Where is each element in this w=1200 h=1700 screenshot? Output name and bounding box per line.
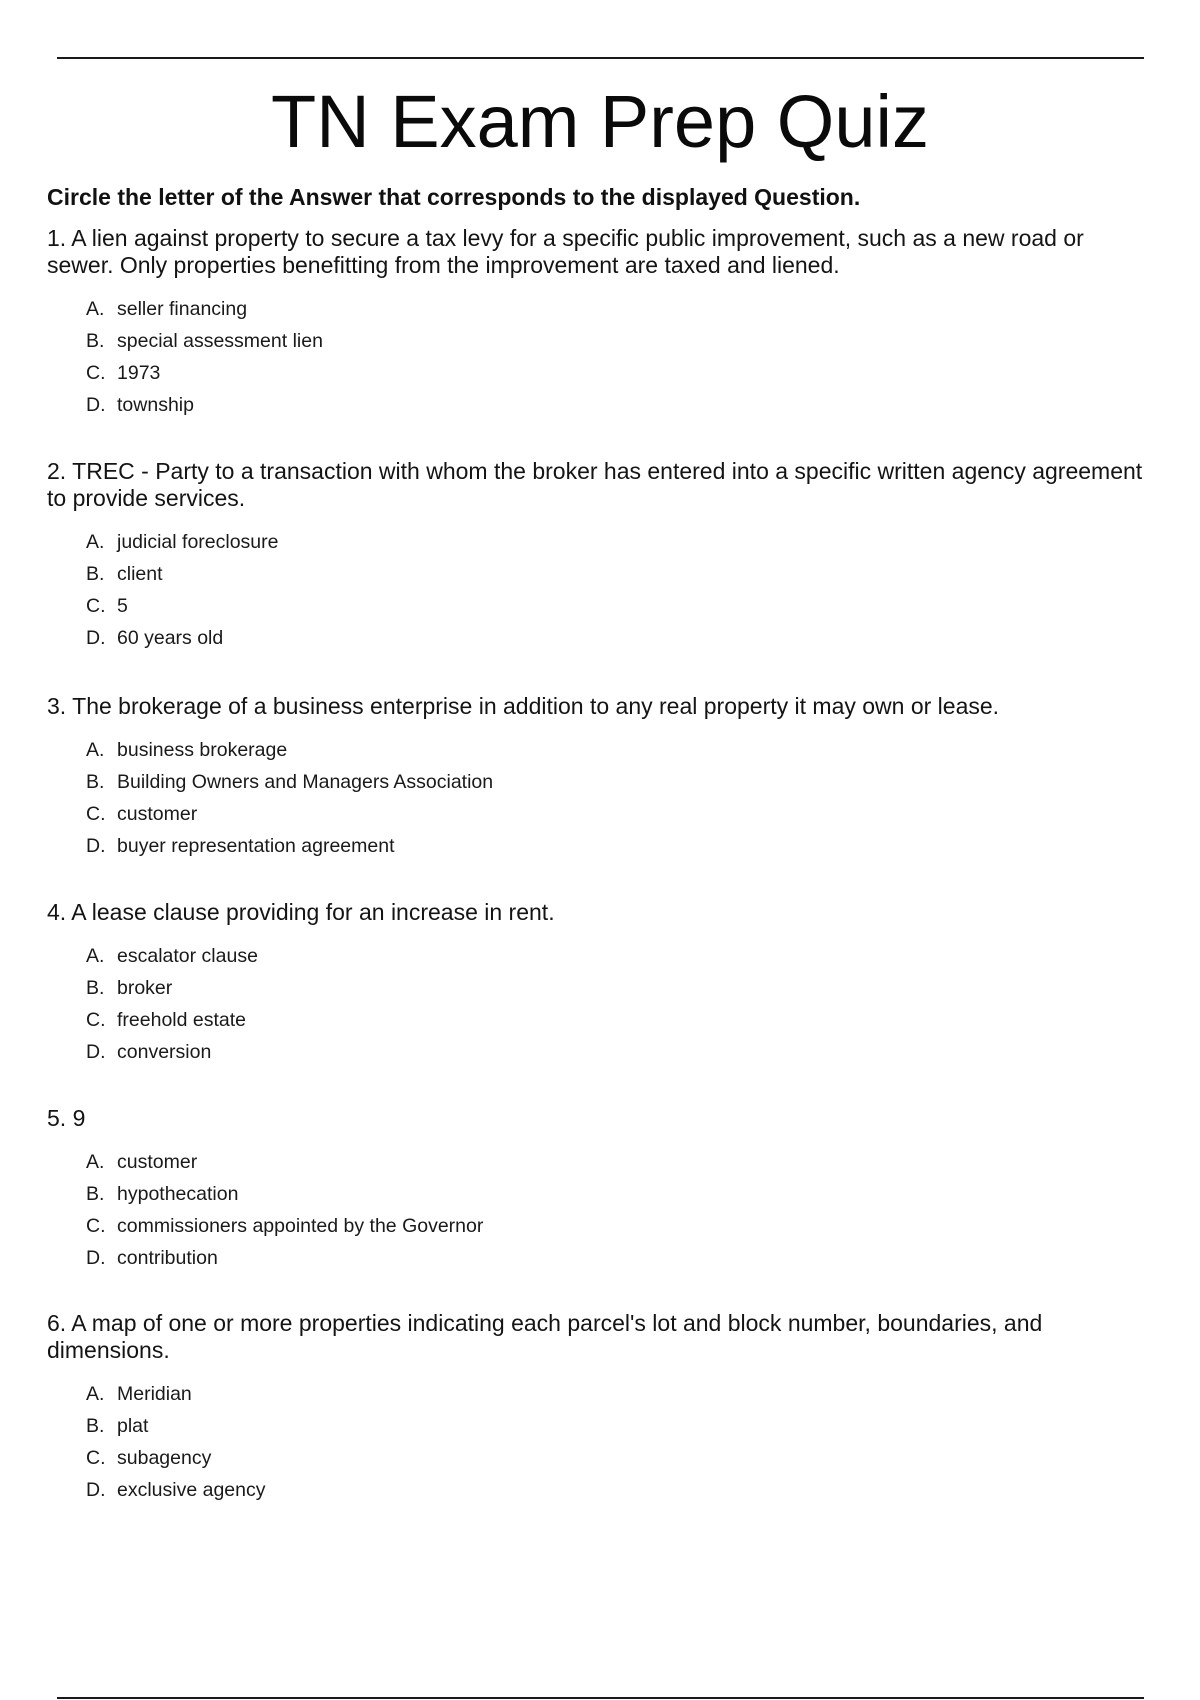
answer-option-d[interactable] — [86, 622, 1147, 654]
option-text: plat — [117, 1415, 149, 1437]
answer-options — [86, 734, 1147, 862]
option-text: client — [117, 563, 163, 585]
option-letter[interactable]: C. — [86, 803, 106, 825]
question-6 — [47, 1310, 1147, 1506]
top-rule — [57, 57, 1144, 59]
answer-option-c[interactable] — [86, 590, 1147, 622]
answer-option-a[interactable] — [86, 940, 1147, 972]
option-text: commissioners appointed by the Governor — [117, 1215, 484, 1237]
option-letter[interactable]: A. — [86, 1151, 105, 1173]
option-text: judicial foreclosure — [117, 531, 279, 553]
option-text: special assessment lien — [117, 330, 323, 352]
question-3 — [47, 693, 1147, 862]
option-text: business brokerage — [117, 739, 288, 761]
answer-option-b[interactable] — [86, 766, 1147, 798]
option-letter[interactable]: B. — [86, 977, 105, 999]
answer-option-b[interactable] — [86, 972, 1147, 1004]
option-text: escalator clause — [117, 945, 258, 967]
option-text: township — [117, 394, 194, 416]
question-text: 1. A lien against property to secure a tax levy for a specific public improvement, such as a new road or sewer. Only properties benefitting from the improvement are taxed and liened. — [47, 225, 1084, 278]
option-text: subagency — [117, 1447, 212, 1469]
answer-option-a[interactable] — [86, 293, 1147, 325]
answer-option-d[interactable] — [86, 1036, 1147, 1068]
option-text: conversion — [117, 1041, 212, 1063]
answer-option-a[interactable] — [86, 734, 1147, 766]
answer-options — [86, 526, 1147, 654]
answer-option-b[interactable] — [86, 1178, 1147, 1210]
option-text: freehold estate — [117, 1009, 247, 1031]
option-letter[interactable]: C. — [86, 595, 106, 617]
answer-options — [86, 1146, 1147, 1274]
option-letter[interactable]: D. — [86, 1041, 106, 1063]
question-4 — [47, 899, 1147, 1068]
option-letter[interactable]: C. — [86, 1447, 106, 1469]
option-text: hypothecation — [117, 1183, 239, 1205]
option-letter[interactable]: B. — [86, 563, 105, 585]
option-text: Building Owners and Managers Association — [117, 771, 494, 793]
question-2 — [47, 458, 1147, 654]
option-letter[interactable]: B. — [86, 1415, 105, 1437]
answer-options — [86, 1378, 1147, 1506]
question-text: 5. 9 — [47, 1105, 86, 1131]
instructions-text: Circle the letter of the Answer that corresponds to the displayed Question. — [47, 184, 861, 210]
option-text: 5 — [117, 595, 128, 617]
question-1 — [47, 225, 1147, 421]
option-letter[interactable]: C. — [86, 1009, 106, 1031]
bottom-rule — [57, 1697, 1144, 1699]
option-text: exclusive agency — [117, 1479, 266, 1501]
answer-option-b[interactable] — [86, 558, 1147, 590]
option-text: seller financing — [117, 298, 248, 320]
option-letter[interactable]: B. — [86, 771, 105, 793]
option-text: customer — [117, 803, 198, 825]
option-letter[interactable]: D. — [86, 1479, 106, 1501]
option-text: 1973 — [117, 362, 161, 384]
answer-option-d[interactable] — [86, 1474, 1147, 1506]
answer-options — [86, 940, 1147, 1068]
option-letter[interactable]: A. — [86, 531, 105, 553]
answer-option-b[interactable] — [86, 325, 1147, 357]
option-letter[interactable]: D. — [86, 1247, 106, 1269]
answer-option-a[interactable] — [86, 526, 1147, 558]
answer-option-d[interactable] — [86, 1242, 1147, 1274]
answer-option-d[interactable] — [86, 830, 1147, 862]
answer-option-c[interactable] — [86, 357, 1147, 389]
answer-option-a[interactable] — [86, 1146, 1147, 1178]
option-letter[interactable]: D. — [86, 394, 106, 416]
option-letter[interactable]: A. — [86, 298, 105, 320]
option-letter[interactable]: C. — [86, 1215, 106, 1237]
option-letter[interactable]: B. — [86, 1183, 105, 1205]
option-text: broker — [117, 977, 173, 999]
option-text: Meridian — [117, 1383, 192, 1405]
option-letter[interactable]: A. — [86, 1383, 105, 1405]
option-text: 60 years old — [117, 627, 224, 649]
answer-option-d[interactable] — [86, 389, 1147, 421]
option-letter[interactable]: A. — [86, 739, 105, 761]
option-letter[interactable]: D. — [86, 835, 106, 857]
answer-option-c[interactable] — [86, 798, 1147, 830]
option-text: buyer representation agreement — [117, 835, 395, 857]
option-letter[interactable]: D. — [86, 627, 106, 649]
question-text: 6. A map of one or more properties indicating each parcel's lot and block number, boundaries, and dimensions. — [47, 1310, 1043, 1363]
option-letter[interactable]: B. — [86, 330, 105, 352]
answer-option-c[interactable] — [86, 1442, 1147, 1474]
option-text: contribution — [117, 1247, 218, 1269]
question-text: 4. A lease clause providing for an increase in rent. — [47, 899, 555, 925]
question-text: 2. TREC - Party to a transaction with whom the broker has entered into a specific written agency agreement to provide services. — [47, 458, 1143, 511]
answer-option-b[interactable] — [86, 1410, 1147, 1442]
option-text: customer — [117, 1151, 198, 1173]
answer-options — [86, 293, 1147, 421]
question-text: 3. The brokerage of a business enterprise in addition to any real property it may own or lease. — [47, 693, 1000, 719]
option-letter[interactable]: C. — [86, 362, 106, 384]
question-5 — [47, 1105, 1147, 1274]
answer-option-c[interactable] — [86, 1004, 1147, 1036]
answer-option-a[interactable] — [86, 1378, 1147, 1410]
option-letter[interactable]: A. — [86, 945, 105, 967]
answer-option-c[interactable] — [86, 1210, 1147, 1242]
page-title: TN Exam Prep Quiz — [271, 80, 929, 163]
